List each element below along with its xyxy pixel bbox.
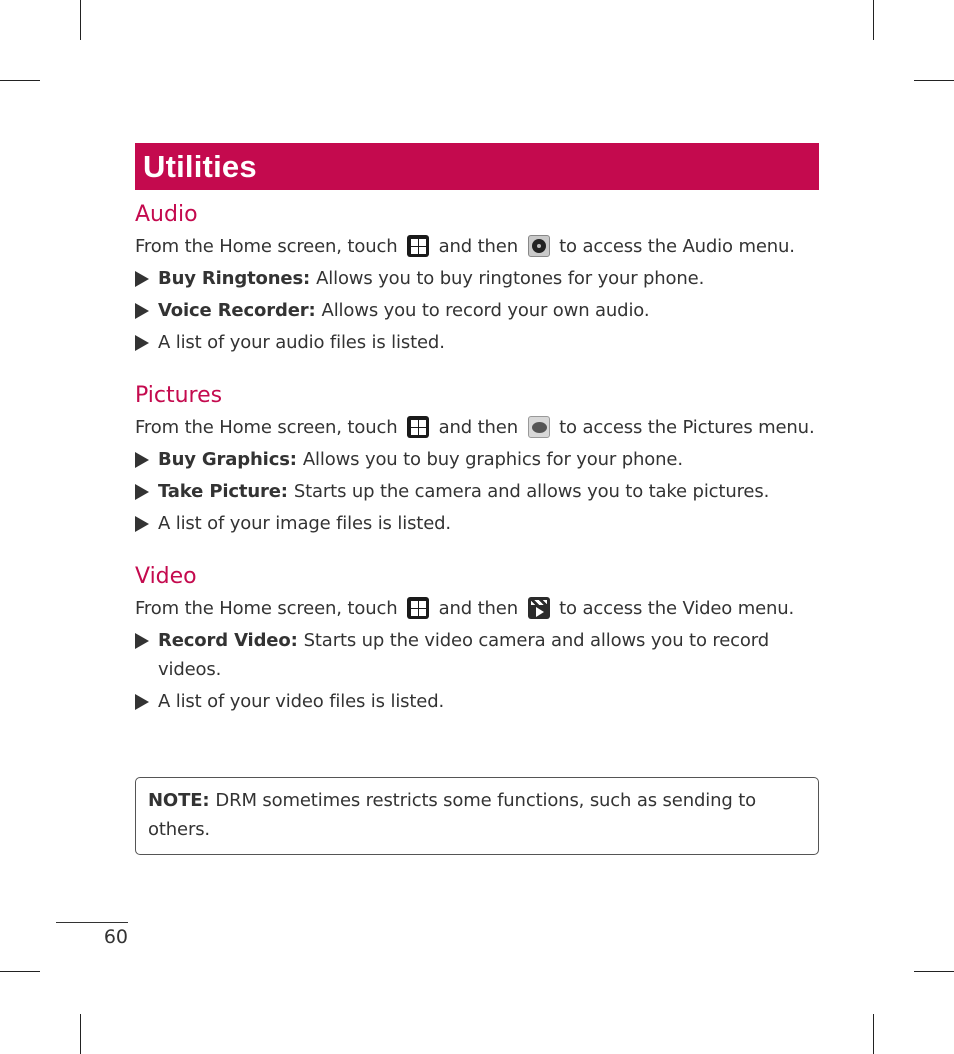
intro-text-before: From the Home screen, touch bbox=[135, 598, 398, 619]
intro-text-middle: and then bbox=[438, 236, 518, 257]
intro-text-middle: and then bbox=[438, 417, 518, 438]
bullet-arrow-icon bbox=[135, 452, 149, 468]
bullet-arrow-icon bbox=[135, 516, 149, 532]
section-pictures bbox=[135, 381, 825, 538]
bullet-text: Starts up the camera and allows you to take pictures. bbox=[293, 481, 770, 502]
bullet-arrow-icon bbox=[135, 484, 149, 500]
note-text: DRM sometimes restricts some functions, such as sending to others. bbox=[148, 790, 756, 840]
intro-text-before: From the Home screen, touch bbox=[135, 236, 398, 257]
crop-mark-top-left-h bbox=[0, 80, 40, 81]
section-audio bbox=[135, 200, 825, 357]
bullet-arrow-icon bbox=[135, 633, 149, 649]
apps-grid-icon bbox=[407, 416, 429, 438]
bullet-arrow-icon bbox=[135, 694, 149, 710]
bullet-text: A list of your audio files is listed. bbox=[158, 332, 445, 353]
intro-text-before: From the Home screen, touch bbox=[135, 417, 398, 438]
crop-mark-bottom-right-h bbox=[914, 971, 954, 972]
bullet-term: Voice Recorder: bbox=[158, 300, 316, 321]
list-item bbox=[135, 445, 825, 474]
bullet-arrow-icon bbox=[135, 303, 149, 319]
crop-mark-bottom-right bbox=[873, 1014, 874, 1054]
intro-text-after: to access the Pictures menu. bbox=[559, 417, 815, 438]
audio-speaker-icon bbox=[528, 235, 550, 257]
bullet-term: Record Video: bbox=[158, 630, 298, 651]
bullet-arrow-icon bbox=[135, 335, 149, 351]
list-item bbox=[135, 296, 825, 325]
list-item bbox=[135, 477, 825, 506]
page-title: Utilities bbox=[143, 149, 257, 184]
intro-text-after: to access the Audio menu. bbox=[559, 236, 795, 257]
note-label: NOTE: bbox=[148, 790, 210, 811]
list-item bbox=[135, 626, 825, 684]
section-heading-video: Video bbox=[135, 564, 197, 589]
list-item bbox=[135, 509, 825, 538]
section-intro-audio bbox=[135, 232, 825, 261]
bullet-text: Allows you to buy ringtones for your phone. bbox=[316, 268, 705, 289]
crop-mark-top-right bbox=[873, 0, 874, 40]
list-item bbox=[135, 687, 825, 716]
list-item bbox=[135, 328, 825, 357]
crop-mark-top-right-h bbox=[914, 80, 954, 81]
apps-grid-icon bbox=[407, 235, 429, 257]
bullet-term: Buy Ringtones: bbox=[158, 268, 311, 289]
crop-mark-top-left bbox=[80, 0, 81, 40]
section-video bbox=[135, 562, 825, 716]
intro-text-middle: and then bbox=[438, 598, 518, 619]
video-clapper-icon bbox=[528, 597, 550, 619]
crop-mark-bottom-left-h bbox=[0, 971, 40, 972]
page-number-rule bbox=[56, 922, 128, 923]
section-intro-video bbox=[135, 594, 825, 623]
page-number: 60 bbox=[103, 926, 128, 948]
bullet-term: Take Picture: bbox=[158, 481, 288, 502]
bullet-text: Allows you to buy graphics for your phone. bbox=[302, 449, 683, 470]
section-heading-pictures: Pictures bbox=[135, 383, 223, 408]
pictures-icon bbox=[528, 416, 550, 438]
intro-text-after: to access the Video menu. bbox=[559, 598, 795, 619]
crop-mark-bottom-left bbox=[80, 1014, 81, 1054]
bullet-text: A list of your video files is listed. bbox=[158, 691, 445, 712]
list-item bbox=[135, 264, 825, 293]
section-heading-audio: Audio bbox=[135, 202, 198, 227]
apps-grid-icon bbox=[407, 597, 429, 619]
bullet-text: Allows you to record your own audio. bbox=[321, 300, 650, 321]
bullet-term: Buy Graphics: bbox=[158, 449, 297, 470]
bullet-text: Starts up the video camera and allows you to record videos. bbox=[158, 630, 769, 680]
bullet-arrow-icon bbox=[135, 271, 149, 287]
title-bar bbox=[135, 143, 819, 190]
content bbox=[135, 200, 825, 740]
bullet-text: A list of your image files is listed. bbox=[158, 513, 451, 534]
note-box bbox=[135, 777, 819, 855]
section-intro-pictures bbox=[135, 413, 825, 442]
